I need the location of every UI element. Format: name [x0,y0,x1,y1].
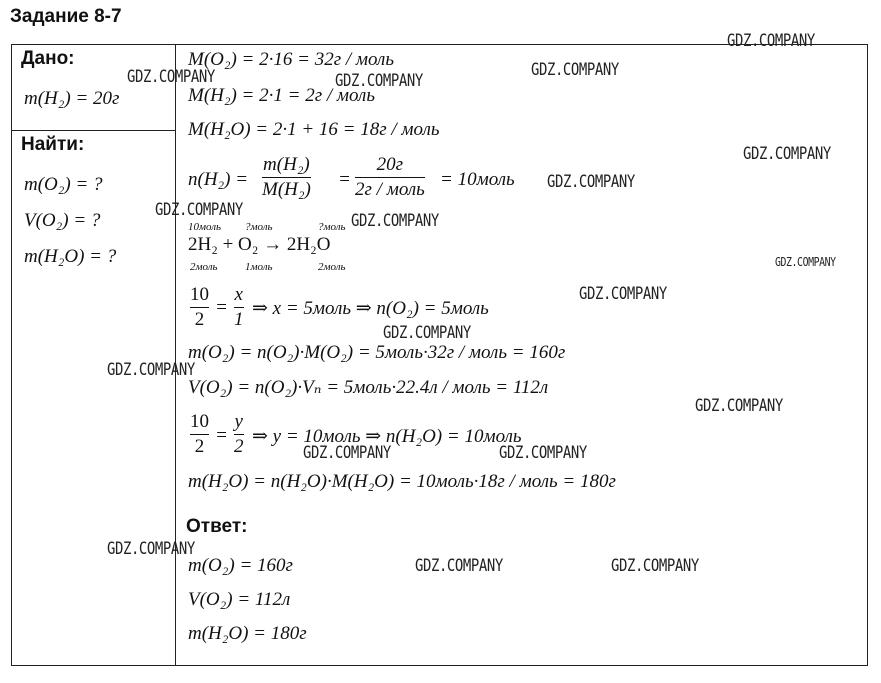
fraction-mass-over-molar [262,154,311,201]
reaction-equation: 2H₂ + O₂ → 2H₂O [188,234,331,255]
molar-mass-h2o: M(H₂O) = 2·1 + 16 = 18г / моль [188,119,440,140]
given-divider [11,130,176,131]
given-heading: Дано: [21,48,75,69]
watermark: GDZ.COMPANY [611,556,699,576]
proportion-fraction-1 [190,284,209,331]
mass-o2-calc: m(O₂) = n(O₂)·M(O₂) = 5моль·32г / моль = 160г [188,342,566,363]
fraction-denominator: 2 [194,309,205,330]
fraction-denominator: M(H₂) [262,179,311,200]
watermark: GDZ.COMPANY [303,443,391,463]
watermark: GDZ.COMPANY [775,255,836,269]
answer-volume-o2: V(O₂) = 112л [188,589,291,610]
molar-mass-h2: M(H₂) = 2·1 = 2г / моль [188,85,375,106]
fraction-denominator: 1 [234,309,244,330]
fraction-numerator: 10 [190,284,209,305]
watermark: GDZ.COMPANY [335,71,423,91]
equals-sign: = [338,169,351,190]
watermark: GDZ.COMPANY [499,443,587,463]
proportion-fraction-3 [190,411,209,458]
find-item-mass-o2: m(O₂) = ? [24,174,103,195]
fraction-numerator: x [234,284,243,305]
answer-mass-o2: m(O₂) = 160г [188,555,293,576]
molar-mass-o2: M(O₂) = 2·16 = 32г / моль [188,49,394,70]
find-heading: Найти: [21,134,85,155]
fraction-denominator: 2 [194,436,205,457]
below-o2: 1моль [245,261,273,273]
watermark: GDZ.COMPANY [531,60,619,80]
above-h2o: ?моль [318,221,346,233]
fraction-numerator: 10 [190,411,209,432]
column-divider [175,44,176,666]
watermark: GDZ.COMPANY [351,211,439,231]
proportion-fraction-2 [234,284,244,331]
answer-heading: Ответ: [186,516,248,537]
watermark: GDZ.COMPANY [727,31,815,51]
volume-o2-calc: V(O₂) = n(O₂)·Vₙ = 5моль·22.4л / моль = 112л [188,377,549,398]
moles-h2-lhs: n(H₂) = [188,169,249,190]
equals-sign: = [215,425,228,446]
proportion-result-h2o: ⇒ y = 10моль ⇒ n(H₂O) = 10моль [252,426,522,447]
equals-sign: = [215,297,228,318]
below-h2o: 2моль [318,261,346,273]
below-h2: 2моль [190,261,218,273]
given-item: m(H₂) = 20г [24,88,120,109]
above-o2: ?моль [245,221,273,233]
fraction-values [355,154,425,201]
proportion-result-o2: ⇒ x = 5моль ⇒ n(O₂) = 5моль [252,298,489,319]
fraction-numerator: m(H₂) [263,154,310,175]
watermark: GDZ.COMPANY [155,200,243,220]
watermark: GDZ.COMPANY [547,172,635,192]
watermark: GDZ.COMPANY [107,539,195,559]
watermark: GDZ.COMPANY [743,144,831,164]
find-item-mass-h2o: m(H₂O) = ? [24,246,117,267]
fraction-denominator: 2г / моль [355,179,425,200]
watermark: GDZ.COMPANY [127,67,215,87]
watermark: GDZ.COMPANY [383,323,471,343]
watermark: GDZ.COMPANY [415,556,503,576]
task-title: Задание 8-7 [10,6,122,27]
watermark: GDZ.COMPANY [579,284,667,304]
fraction-numerator: y [234,411,243,432]
answer-mass-h2o: m(H₂O) = 180г [188,623,307,644]
mass-h2o-calc: m(H₂O) = n(H₂O)·M(H₂O) = 10моль·18г / моль = 180г [188,471,616,492]
watermark: GDZ.COMPANY [695,396,783,416]
fraction-numerator: 20г [376,154,404,175]
moles-h2-result: = 10моль [440,169,515,190]
proportion-fraction-4 [234,411,244,458]
watermark: GDZ.COMPANY [107,360,195,380]
find-item-volume-o2: V(O₂) = ? [24,210,101,231]
fraction-denominator: 2 [234,436,244,457]
above-h2: 10моль [188,221,222,233]
